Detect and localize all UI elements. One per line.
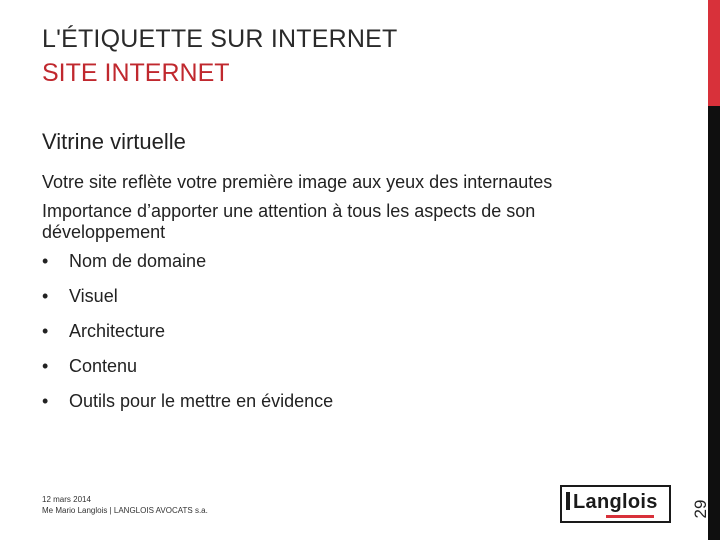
bullet-dot: • xyxy=(42,251,49,271)
logo-accent-stripe xyxy=(606,515,654,518)
bullet-text: Contenu xyxy=(69,356,138,376)
logo-bar-icon xyxy=(566,492,570,510)
title-block xyxy=(42,24,397,88)
bullet-item xyxy=(42,321,662,356)
bullet-dot: • xyxy=(42,391,49,411)
right-side-bar xyxy=(708,0,720,540)
footer-author: Me Mario Langlois | LANGLOIS AVOCATS s.a. xyxy=(42,506,208,515)
bullet-item xyxy=(42,251,662,286)
slide-title: L'ÉTIQUETTE SUR INTERNET xyxy=(42,25,398,53)
page-number: 29 xyxy=(691,499,710,519)
bullet-text: Nom de domaine xyxy=(69,251,207,271)
right-side-bar-accent xyxy=(708,0,720,106)
paragraph-1: Votre site reflète votre première image aux yeux des internautes xyxy=(42,172,553,192)
bullet-text: Outils pour le mettre en évidence xyxy=(69,391,334,411)
bullet-dot: • xyxy=(42,286,49,306)
footer-date: 12 mars 2014 xyxy=(42,495,91,504)
bullet-text: Visuel xyxy=(69,286,118,306)
footer xyxy=(42,494,208,516)
bullet-text: Architecture xyxy=(69,321,166,341)
bullet-list xyxy=(42,251,662,426)
langlois-logo xyxy=(560,485,671,523)
content-body xyxy=(42,128,662,426)
section-heading: Vitrine virtuelle xyxy=(42,129,186,154)
bullet-dot: • xyxy=(42,321,49,341)
bullet-item xyxy=(42,356,662,391)
logo-text: Langlois xyxy=(573,491,658,513)
paragraph-2: Importance d’apporter une attention à tous les aspects de son développement xyxy=(42,201,536,242)
bullet-item xyxy=(42,391,662,426)
bullet-item xyxy=(42,286,662,321)
bullet-dot: • xyxy=(42,356,49,376)
slide-subtitle: SITE INTERNET xyxy=(42,59,230,87)
